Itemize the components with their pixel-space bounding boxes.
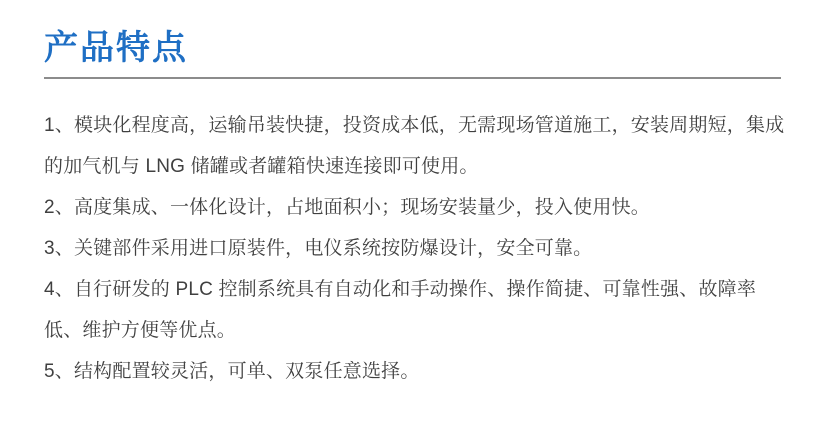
list-item: 3、关键部件采用进口原装件，电仪系统按防爆设计，安全可靠。 xyxy=(44,238,593,260)
list-item: 5、结构配置较灵活，可单、双泵任意选择。 xyxy=(44,361,420,383)
section-heading-block xyxy=(44,30,785,79)
list-item: 4、自行研发的 PLC 控制系统具有自动化和手动操作、操作简捷、可靠性强、故障率低、维护方便等优点。 xyxy=(44,279,757,342)
list-item: 1、模块化程度高，运输吊装快捷，投资成本低，无需现场管道施工，安装周期短，集成的加气机与 LNG 储罐或者罐箱快速连接即可使用。 xyxy=(44,115,785,178)
page-title: 产品特点 xyxy=(44,29,188,67)
heading-divider xyxy=(44,77,781,79)
list-item: 2、高度集成、一体化设计，占地面积小；现场安装量少，投入使用快。 xyxy=(44,197,650,219)
feature-list xyxy=(44,105,785,392)
